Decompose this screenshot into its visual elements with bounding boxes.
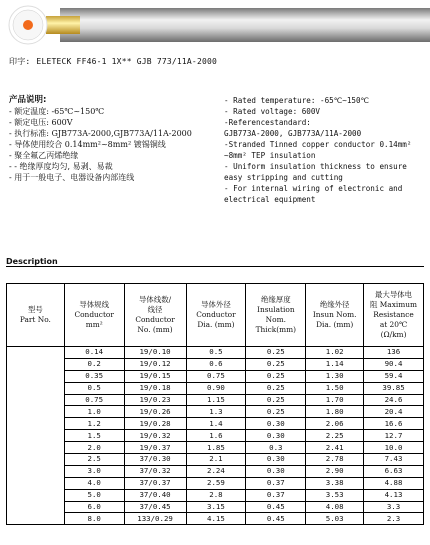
table-cell: 19/0.32 (124, 430, 186, 442)
table-cell: 4.13 (364, 489, 424, 501)
table-cell: 0.2 (64, 358, 124, 370)
description-heading: 产品说明: (9, 95, 47, 105)
print-text: ELETECK FF46-1 1X** GJB 773/11A-2000 (36, 57, 218, 66)
table-cell: 136 (364, 347, 424, 359)
table-cell: 1.85 (186, 442, 246, 454)
table-cell: 2.41 (306, 442, 364, 454)
table-cell: 37/0.30 (124, 454, 186, 466)
table-cell: 37/0.37 (124, 477, 186, 489)
description-chinese (9, 95, 214, 183)
header-resistance: 最大导体电 阻 Maximum Resistance at 20℃ (Ω/km) (364, 284, 424, 347)
table-cell: 0.25 (246, 358, 306, 370)
en-item: -Stranded Tinned copper conductor 0.14mm² (224, 140, 412, 149)
table-cell: 2.78 (306, 454, 364, 466)
table-cell: 37/0.45 (124, 501, 186, 513)
header-insulation-dia: 绝缘外径 Insun Nom. Dia. (mm) (306, 284, 364, 347)
cn-item: - - 绝缘厚度均匀, 易剥、易裁 (9, 162, 113, 171)
table-cell: 0.45 (246, 501, 306, 513)
en-item: - Rated temperature: -65℃~150℃ (224, 96, 370, 105)
table-cell: 2.0 (64, 442, 124, 454)
table-cell: 4.0 (64, 477, 124, 489)
table-cell: 3.3 (364, 501, 424, 513)
table-cell: 1.70 (306, 394, 364, 406)
table-cell: 0.30 (246, 454, 306, 466)
table-cell: 0.30 (246, 418, 306, 430)
table-cell: 2.1 (186, 454, 246, 466)
table-cell: 37/0.32 (124, 465, 186, 477)
table-row (7, 477, 424, 489)
table-cell: 10.0 (364, 442, 424, 454)
table-cell: 12.7 (364, 430, 424, 442)
table-cell: 1.2 (64, 418, 124, 430)
table-row (7, 347, 424, 359)
cn-item: - 聚全氟乙丙烯绝缘 (9, 151, 79, 160)
table-cell: 1.6 (186, 430, 246, 442)
cable-image (0, 2, 430, 46)
table-cell: 5.03 (306, 513, 364, 525)
table-cell: 2.5 (64, 454, 124, 466)
table-cell: 19/0.26 (124, 406, 186, 418)
table-cell: 0.25 (246, 406, 306, 418)
table-cell: 0.30 (246, 430, 306, 442)
table-cell: 59.4 (364, 370, 424, 382)
en-item: ~8mm² TEP insulation (224, 151, 316, 160)
table-row (7, 454, 424, 466)
table-row (7, 442, 424, 454)
part-no-cell (7, 347, 65, 525)
table-cell: 2.3 (364, 513, 424, 525)
table-cell: 19/0.18 (124, 382, 186, 394)
table-cell: 2.25 (306, 430, 364, 442)
table-cell: 1.4 (186, 418, 246, 430)
cn-item: - 额定电压: 600V (9, 118, 73, 127)
table-header-row (7, 284, 424, 347)
table-cell: 1.15 (186, 394, 246, 406)
table-cell: 2.24 (186, 465, 246, 477)
table-cell: 1.5 (64, 430, 124, 442)
table-cell: 0.3 (246, 442, 306, 454)
table-cell: 19/0.10 (124, 347, 186, 359)
en-item: - Uniform insulation thickness to ensure easy stripping and cutting (224, 162, 407, 182)
table-cell: 0.5 (64, 382, 124, 394)
table-cell: 39.85 (364, 382, 424, 394)
table-cell: 1.0 (64, 406, 124, 418)
en-item: -Referencestandard: (224, 118, 311, 127)
table-cell: 0.37 (246, 489, 306, 501)
table-cell: 2.06 (306, 418, 364, 430)
table-cell: 7.43 (364, 454, 424, 466)
table-body (7, 347, 424, 525)
header-conductor-no: 导体线数/ 线径 Conductor No. (mm) (124, 284, 186, 347)
table-cell: 37/0.40 (124, 489, 186, 501)
table-cell: 0.14 (64, 347, 124, 359)
table-cell: 90.4 (364, 358, 424, 370)
table-cell: 0.37 (246, 477, 306, 489)
table-cell: 3.0 (64, 465, 124, 477)
table-cell: 19/0.23 (124, 394, 186, 406)
table-cell: 4.08 (306, 501, 364, 513)
en-item: - Rated voltage: 600V (224, 107, 321, 116)
header-part-no: 型号 Part No. (7, 284, 65, 347)
table-cell: 0.25 (246, 347, 306, 359)
table-cell: 1.3 (186, 406, 246, 418)
table-cell: 19/0.15 (124, 370, 186, 382)
table-cell: 0.45 (246, 513, 306, 525)
header-insulation-thick: 绝缘厚度 Insulation Nom. Thick(mm) (246, 284, 306, 347)
table-cell: 6.0 (64, 501, 124, 513)
description-english (224, 95, 424, 205)
spec-table (6, 283, 424, 525)
table-cell: 0.75 (186, 370, 246, 382)
cn-item: - 用于一般电子、电器设备内部连线 (9, 173, 135, 182)
table-cell: 1.80 (306, 406, 364, 418)
table-row (7, 406, 424, 418)
table-cell: 0.25 (246, 370, 306, 382)
table-row (7, 382, 424, 394)
table-row (7, 430, 424, 442)
cn-item: - 导体使用绞合 0.14mm²~8mm² 镀锡铜线 (9, 140, 166, 149)
table-cell: 16.6 (364, 418, 424, 430)
table-cell: 1.02 (306, 347, 364, 359)
table-cell: 1.30 (306, 370, 364, 382)
table-cell: 0.30 (246, 465, 306, 477)
table-cell: 1.14 (306, 358, 364, 370)
table-cell: 0.75 (64, 394, 124, 406)
table-cell: 19/0.28 (124, 418, 186, 430)
table-row (7, 489, 424, 501)
table-cell: 20.4 (364, 406, 424, 418)
table-cell: 133/0.29 (124, 513, 186, 525)
table-cell: 0.5 (186, 347, 246, 359)
table-row (7, 394, 424, 406)
table-row (7, 370, 424, 382)
table-cell: 1.50 (306, 382, 364, 394)
cn-item: - 额定温度: -65℃~150℃ (9, 107, 105, 116)
table-cell: 0.25 (246, 382, 306, 394)
table-cell: 3.38 (306, 477, 364, 489)
table-cell: 3.15 (186, 501, 246, 513)
print-label: 印字: (9, 57, 31, 66)
table-cell: 2.90 (306, 465, 364, 477)
table-cell: 0.6 (186, 358, 246, 370)
table-row (7, 418, 424, 430)
section-divider (6, 266, 424, 267)
table-cell: 0.25 (246, 394, 306, 406)
cn-item: - 执行标准: GJB773A-2000,GJB773A/11A-2000 (9, 129, 192, 138)
table-cell: 4.88 (364, 477, 424, 489)
table-cell: 19/0.37 (124, 442, 186, 454)
en-item: - For internal wiring of electronic and electrical equipment (224, 184, 403, 204)
table-cell: 0.90 (186, 382, 246, 394)
table-cell: 5.0 (64, 489, 124, 501)
header-conductor-dia: 导体外径 Conductor Dia. (mm) (186, 284, 246, 347)
table-cell: 2.8 (186, 489, 246, 501)
en-item: GJB773A-2000, GJB773A/11A-2000 (224, 129, 362, 138)
section-title: Description (6, 257, 58, 266)
table-cell: 3.53 (306, 489, 364, 501)
table-cell: 4.15 (186, 513, 246, 525)
table-row (7, 465, 424, 477)
table-row (7, 501, 424, 513)
table-cell: 2.59 (186, 477, 246, 489)
table-cell: 24.6 (364, 394, 424, 406)
print-marking (9, 56, 223, 67)
table-cell: 0.35 (64, 370, 124, 382)
header-conductor: 导体规线 Conductor mm² (64, 284, 124, 347)
table-cell: 19/0.12 (124, 358, 186, 370)
table-row (7, 358, 424, 370)
table-row (7, 513, 424, 525)
table-cell: 8.0 (64, 513, 124, 525)
table-cell: 6.63 (364, 465, 424, 477)
